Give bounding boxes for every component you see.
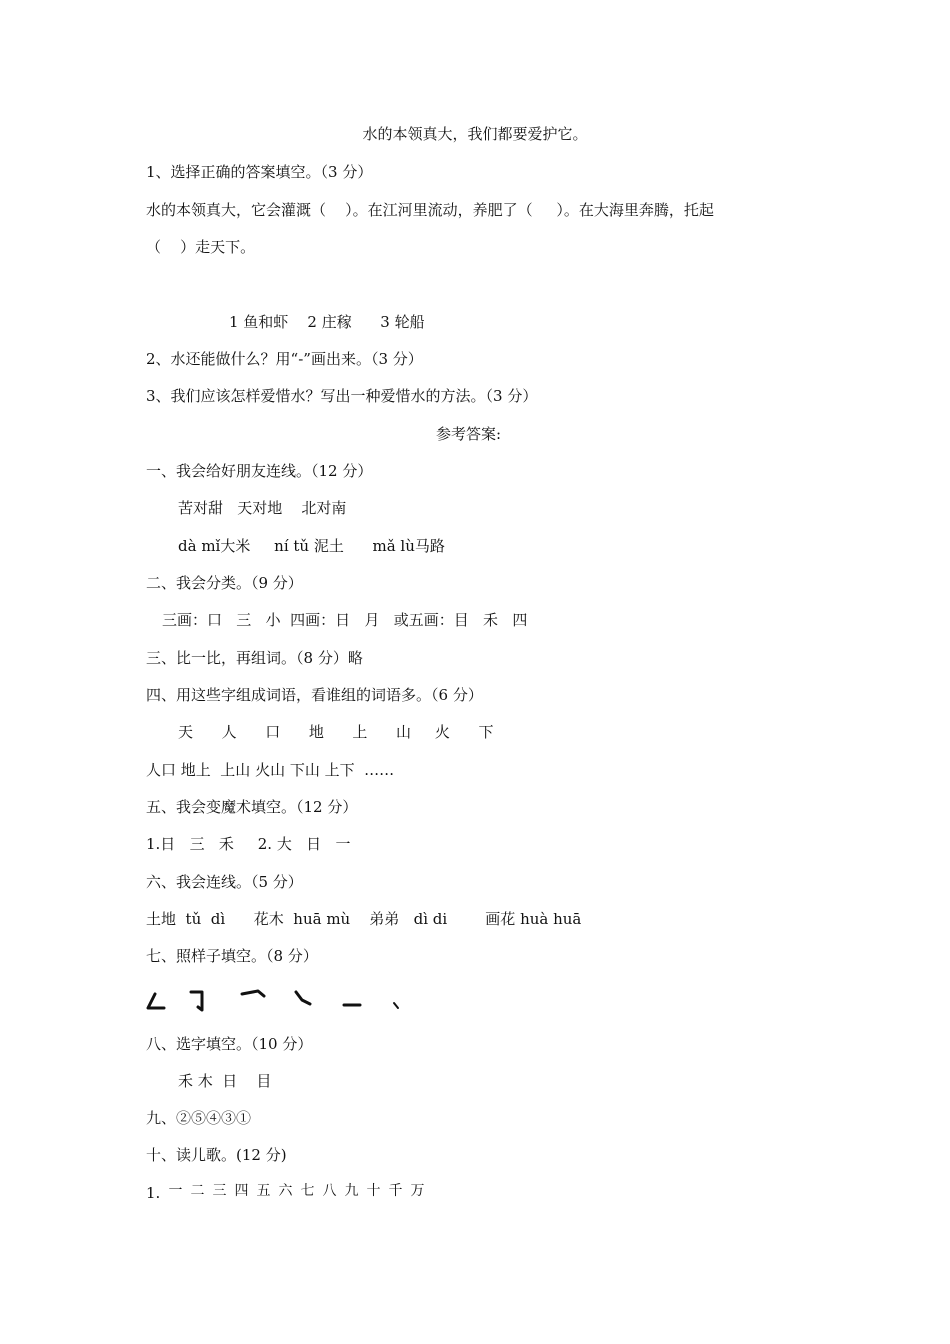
circled-char: 十 <box>366 1183 381 1199</box>
answer-8-title: 八、选字填空。（10 分） <box>146 1035 313 1053</box>
stroke-dian <box>394 1003 398 1008</box>
answer-6-title: 六、我会连线。（5 分） <box>146 873 303 891</box>
answer-7-title: 七、照样子填空。（8 分） <box>146 947 318 965</box>
question-2-title: 2、水还能做什么？用“-”画出来。（3 分） <box>146 350 423 368</box>
question-1-options: 1 鱼和虾 2 庄稼 3 轮船 <box>229 313 425 331</box>
stroke-na <box>296 992 310 1004</box>
stroke-pie-zhe <box>148 994 164 1008</box>
question-1-text-line1: 水的本领真大，它会灌溉（ ）。在江河里流动，养肥了（ ）。在大海里奔腾，托起 <box>146 201 714 219</box>
answer-5-title: 五、我会变魔术填空。（12 分） <box>146 798 358 816</box>
answer-2-title: 二、我会分类。（9 分） <box>146 574 303 592</box>
answer-10-title: 十、读儿歌。(12 分) <box>146 1146 287 1164</box>
circled-char: 六 <box>278 1183 293 1199</box>
circled-char: 四 <box>234 1183 249 1199</box>
answer-9-title: 九、②⑤④③① <box>146 1109 252 1127</box>
answer-4-title: 四、用这些字组成词语，看谁组的词语多。（6 分） <box>146 686 483 704</box>
answers-heading: 参考答案: <box>436 425 502 443</box>
answer-10-prefix: 1. <box>146 1184 161 1202</box>
answer-7-strokes <box>146 988 426 1014</box>
circled-char: 五 <box>256 1183 271 1199</box>
circled-char: 千 <box>388 1183 403 1199</box>
circled-char: 二 <box>190 1183 205 1199</box>
answer-2-line1: 三画：口 三 小 四画：日 月 或五画：目 禾 四 <box>162 611 528 629</box>
answer-3-title: 三、比一比，再组词。（8 分）略 <box>146 649 363 667</box>
stroke-heng-zhe-gou <box>191 992 202 1010</box>
answer-4-chars: 天 人 口 地 上 山 火 下 <box>178 723 494 741</box>
answer-1-line1: 苦对甜 天对地 北对南 <box>178 499 347 517</box>
circled-char: 一 <box>168 1183 183 1199</box>
question-1-title: 1、选择正确的答案填空。（3 分） <box>146 163 373 181</box>
stroke-heng-gou <box>242 991 264 996</box>
answer-5-line1: 1.日 三 禾 2. 大 日 一 <box>146 835 351 853</box>
answer-4-words: 人口 地上 上山 火山 下山 上下 …… <box>146 761 395 779</box>
circled-char: 七 <box>300 1183 315 1199</box>
passage-title: 水的本领真大，我们都要爱护它。 <box>362 125 588 143</box>
answer-10-circled-characters <box>166 1182 430 1200</box>
circled-char: 九 <box>344 1183 359 1199</box>
answer-8-line1: 禾 木 日 目 <box>178 1072 272 1090</box>
circled-char: 万 <box>410 1183 425 1199</box>
question-3-title: 3、我们应该怎样爱惜水？写出一种爱惜水的方法。（3 分） <box>146 387 538 405</box>
circled-char: 三 <box>212 1183 227 1199</box>
answer-6-line1: 土地 tǔ dì 花木 huā mù 弟弟 dì di 画花 huà huā <box>146 910 582 928</box>
circled-char: 八 <box>322 1183 337 1199</box>
answer-1-title: 一、我会给好朋友连线。（12 分） <box>146 462 373 480</box>
answer-1-line2: dà mǐ大米 ní tǔ 泥土 mǎ lù马路 <box>178 537 445 555</box>
question-1-text-line2: （ ）走天下。 <box>146 238 256 256</box>
